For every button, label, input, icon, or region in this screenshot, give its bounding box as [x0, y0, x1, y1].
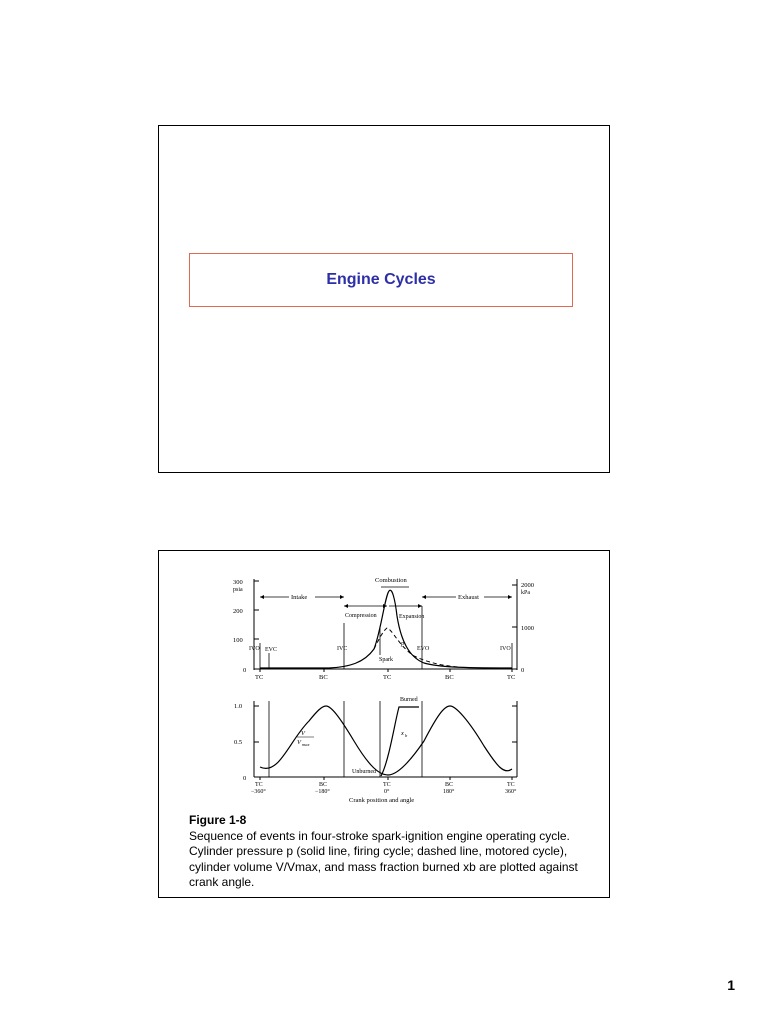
- xb-label: x: [401, 730, 404, 737]
- x-axis-label: Crank position and angle: [349, 797, 415, 804]
- bot-xtick-ang5: 360°: [505, 789, 517, 795]
- xb-sub: b: [405, 733, 408, 738]
- engine-cycle-figure: [159, 551, 609, 811]
- caption-title: Figure 1-8: [189, 813, 247, 827]
- figure-caption: [189, 813, 599, 891]
- phase-compression: Compression: [345, 613, 377, 619]
- right-tick-2000: 2000: [521, 582, 534, 589]
- event-evo: EVO: [417, 646, 430, 652]
- event-ivo-1: IVO: [249, 646, 260, 652]
- title-box: [189, 253, 573, 307]
- vol-tick-1: 1.0: [234, 703, 243, 710]
- caption-line-1: Sequence of events in four-stroke spark-ignition engine operating cycle.: [189, 828, 570, 843]
- phase-expansion: Expansion: [399, 614, 425, 620]
- burned-label: Burned: [400, 697, 418, 703]
- figure-slide: [158, 550, 610, 898]
- bot-xtick-ang4: 180°: [443, 789, 455, 795]
- right-unit: kPa: [521, 590, 530, 596]
- bot-xtick-bc1: BC: [319, 782, 328, 788]
- bot-xtick-tc1: TC: [255, 782, 263, 788]
- caption-line-2: Cylinder pressure p (solid line, firing cycle; dashed line, motored cycle),: [189, 844, 568, 858]
- unburned-label: Unburned: [352, 769, 376, 775]
- vol-tick-05: 0.5: [234, 739, 243, 746]
- page-number: 1: [727, 977, 735, 993]
- top-xtick-bc2: BC: [445, 674, 454, 681]
- slide-title: Engine Cycles: [326, 271, 436, 288]
- event-ivo-2: IVO: [500, 646, 511, 652]
- pressure-plot: [233, 577, 534, 681]
- event-spark: Spark: [379, 657, 393, 663]
- left-tick-100: 100: [233, 637, 243, 644]
- top-xtick-tc3: TC: [507, 674, 516, 681]
- phase-combustion: Combustion: [375, 577, 407, 584]
- bot-xtick-tc3: TC: [507, 782, 515, 788]
- vol-label-den: V: [297, 739, 301, 746]
- phase-intake: Intake: [291, 594, 308, 601]
- event-ivc: IVC: [337, 646, 348, 652]
- bot-xtick-ang3: 0°: [384, 789, 390, 795]
- left-tick-0: 0: [243, 667, 247, 674]
- bot-xtick-ang2: −180°: [315, 789, 330, 795]
- vol-label-sub: max: [302, 742, 310, 747]
- left-tick-200: 200: [233, 608, 243, 615]
- caption-line-3: cylinder volume V/Vmax, and mass fraction burned xb are plotted against: [189, 859, 578, 874]
- top-xtick-bc1: BC: [319, 674, 328, 681]
- right-tick-0: 0: [521, 667, 525, 674]
- right-tick-1000: 1000: [521, 625, 534, 632]
- phase-exhaust: Exhaust: [458, 594, 479, 601]
- bot-xtick-ang1: −360°: [251, 789, 266, 795]
- left-tick-300: 300: [233, 579, 243, 586]
- vol-tick-0: 0: [243, 775, 247, 782]
- bot-xtick-tc2: TC: [383, 782, 391, 788]
- vol-label-num: V: [301, 730, 305, 737]
- bot-xtick-bc2: BC: [445, 782, 454, 788]
- title-slide: [158, 125, 610, 473]
- pressure-label: p: [401, 640, 405, 647]
- left-unit: psia: [233, 587, 243, 593]
- event-evc: EVC: [265, 647, 277, 653]
- top-xtick-tc1: TC: [255, 674, 264, 681]
- caption-line-4: crank angle.: [189, 875, 255, 889]
- mass-fraction-burned-curve: [381, 707, 419, 776]
- top-xtick-tc2: TC: [383, 674, 392, 681]
- volume-plot: [234, 697, 517, 804]
